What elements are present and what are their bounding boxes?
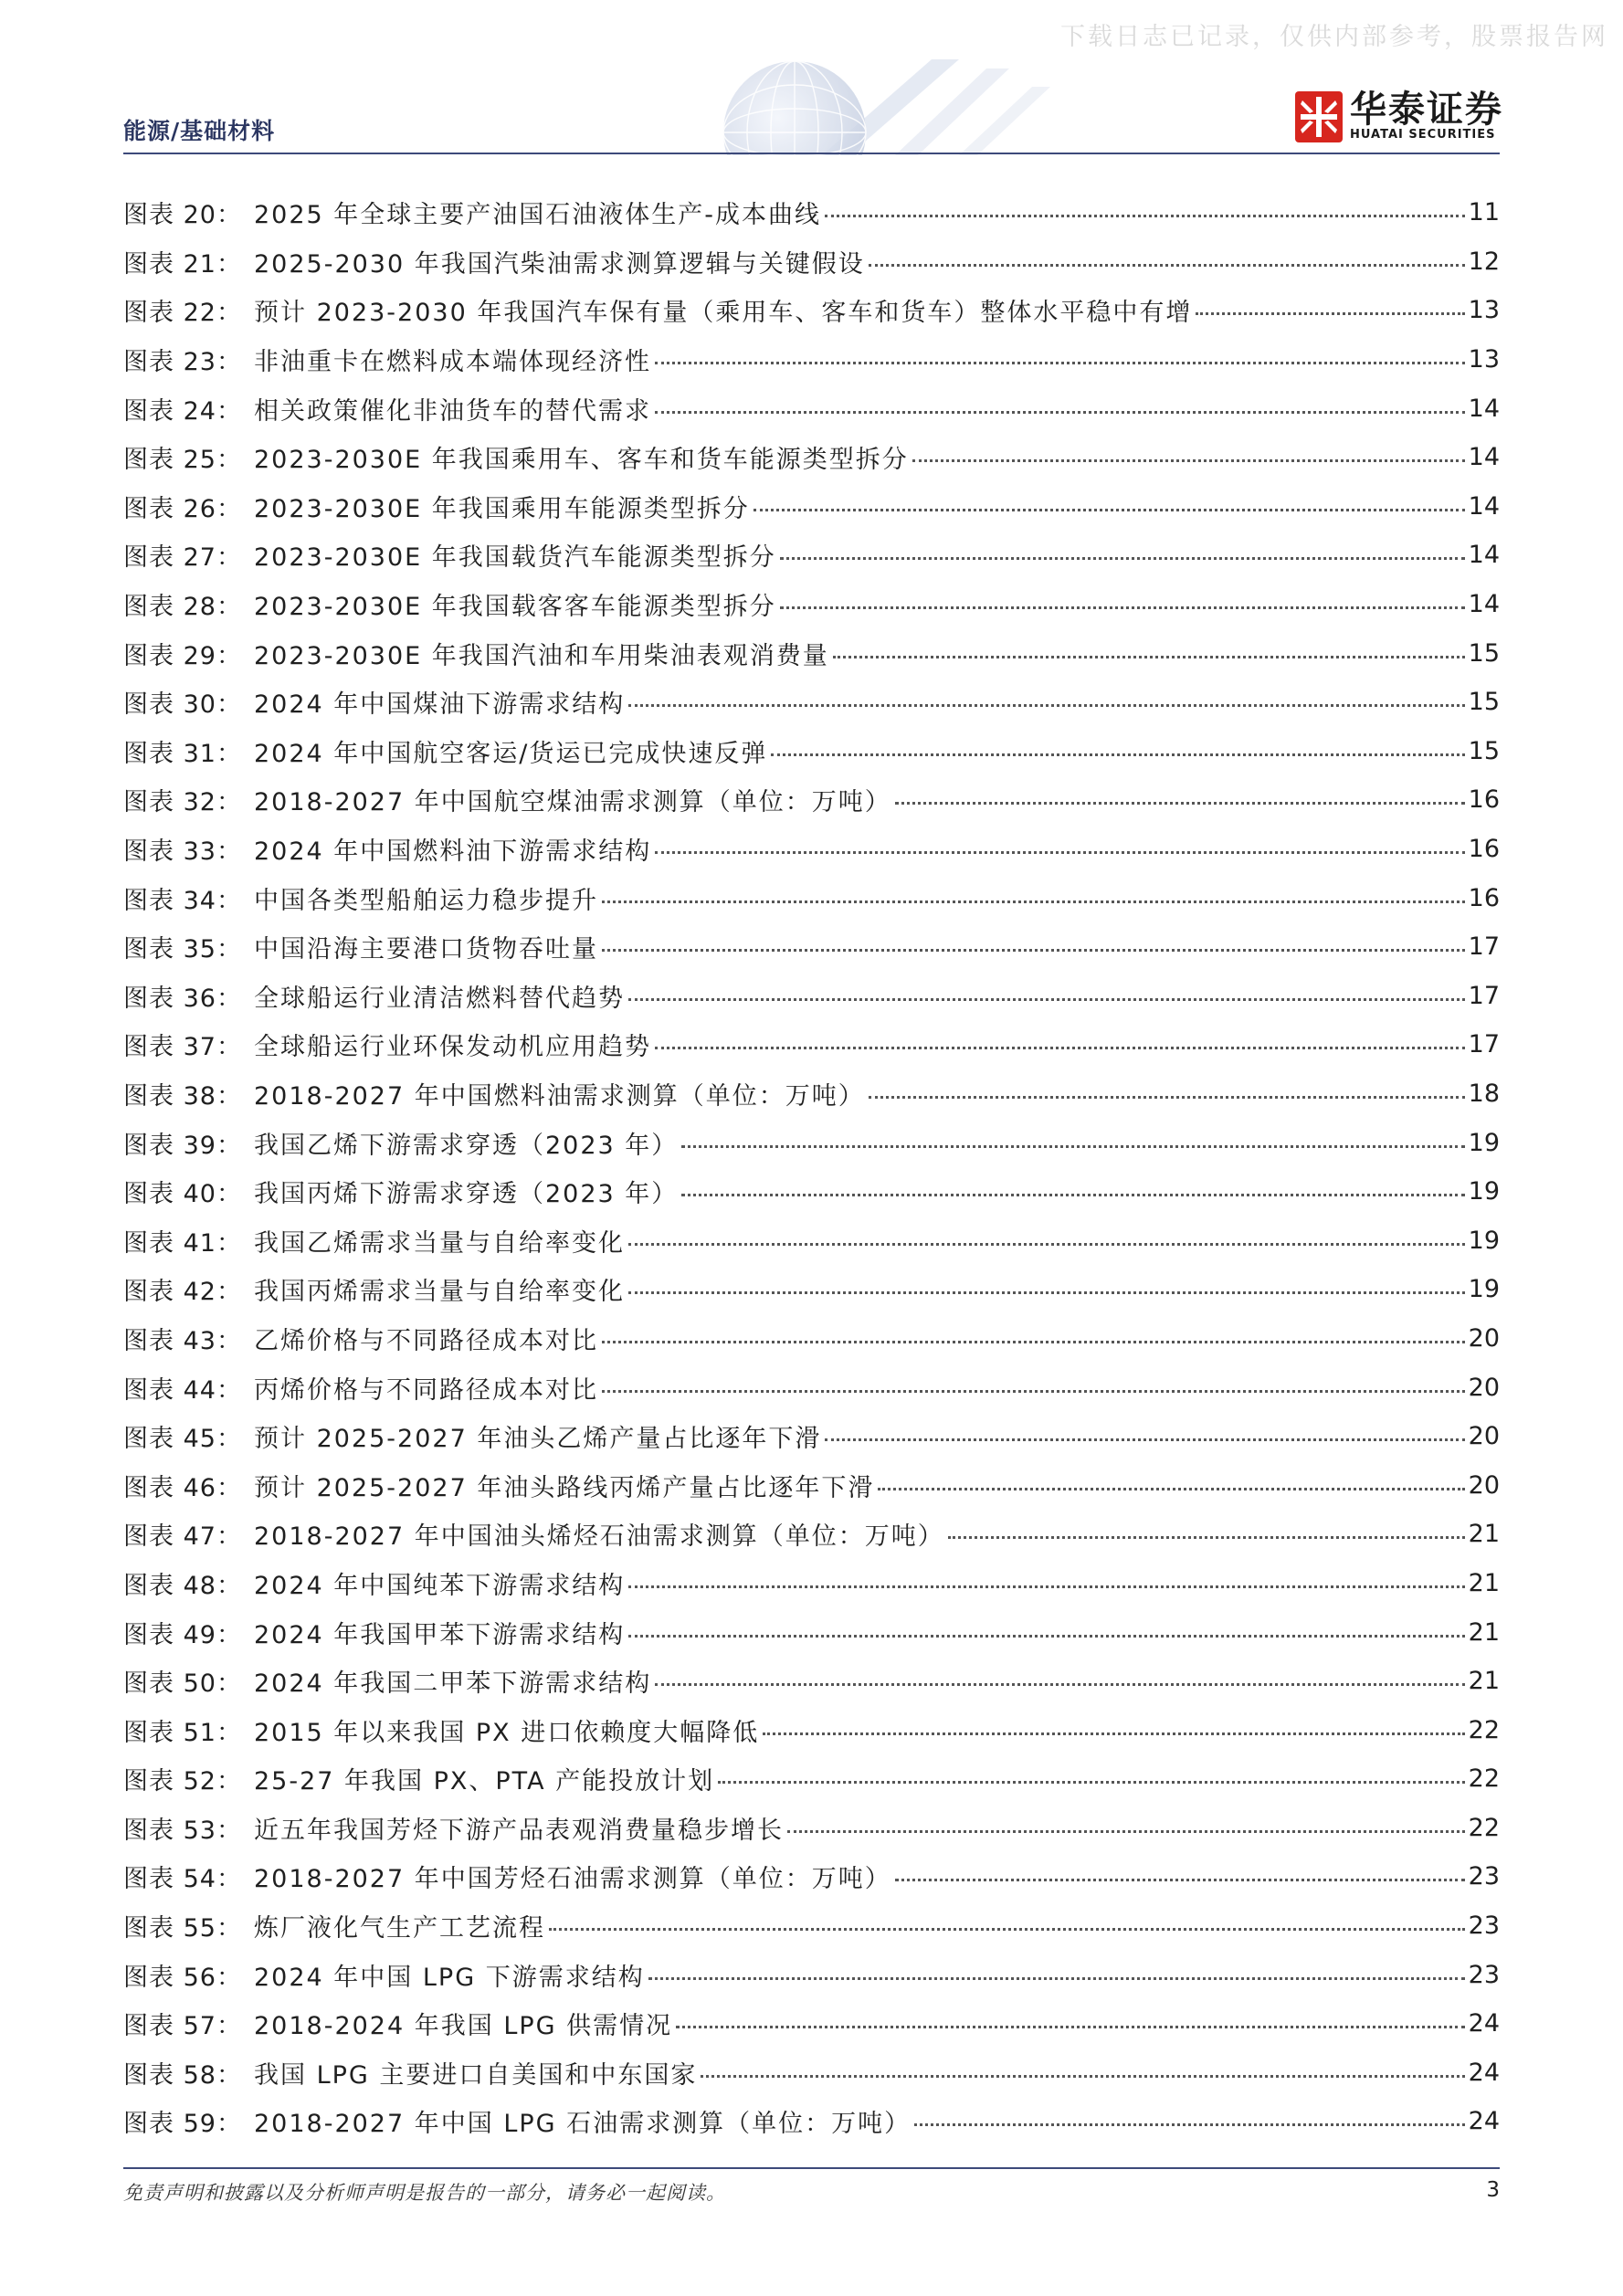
toc-row[interactable] <box>123 1069 1500 1119</box>
toc-row[interactable] <box>123 873 1500 922</box>
toc-figure-label: 图表 24： <box>123 396 242 426</box>
toc-dot-leader <box>676 2007 1464 2028</box>
toc-page-number: 21 <box>1468 1520 1500 1549</box>
toc-figure-label: 图表 47： <box>123 1522 242 1552</box>
toc-figure-label: 图表 25： <box>123 446 242 475</box>
toc-page-number: 24 <box>1468 2107 1500 2136</box>
toc-page-number: 22 <box>1468 1813 1500 1842</box>
toc-figure-title: 全球船运行业环保发动机应用趋势 <box>254 1033 651 1062</box>
toc-dot-leader <box>655 833 1464 854</box>
huatai-logo-icon <box>1295 91 1343 142</box>
toc-figure-title: 中国沿海主要港口货物吞吐量 <box>254 935 598 964</box>
toc-row[interactable] <box>123 1363 1500 1412</box>
toc-page-number: 11 <box>1468 198 1500 227</box>
toc-figure-title: 丙烯价格与不同路径成本对比 <box>254 1375 598 1405</box>
toc-row[interactable] <box>123 1314 1500 1364</box>
toc-figure-title: 2024 年中国纯苯下游需求结构 <box>254 1571 626 1600</box>
toc-row[interactable] <box>123 1607 1500 1657</box>
toc-page-number: 21 <box>1468 1667 1500 1696</box>
toc-page-number: 20 <box>1468 1323 1500 1353</box>
toc-dot-leader <box>681 1127 1464 1148</box>
toc-dot-leader <box>825 1420 1464 1441</box>
company-logo <box>1295 91 1503 142</box>
toc-figure-label: 图表 58： <box>123 2060 242 2090</box>
section-label: 能源/基础材料 <box>123 118 276 144</box>
toc-row[interactable] <box>123 384 1500 433</box>
page-number: 3 <box>1486 2178 1500 2202</box>
toc-figure-title: 预计 2023-2030 年我国汽车保有量（乘用车、客车和货车）整体水平稳中有增 <box>254 299 1193 328</box>
toc-page-number: 19 <box>1468 1128 1500 1157</box>
footer-disclaimer: 免责声明和披露以及分析师声明是报告的一部分，请务必一起阅读。 <box>123 2182 726 2204</box>
toc-row[interactable] <box>123 972 1500 1021</box>
toc-dot-leader <box>628 1567 1464 1588</box>
toc-row[interactable] <box>123 1754 1500 1804</box>
toc-dot-leader <box>628 980 1465 1001</box>
toc-figure-label: 图表 29： <box>123 641 242 670</box>
toc-figure-label: 图表 45： <box>123 1425 242 1454</box>
toc-dot-leader <box>763 1714 1464 1735</box>
toc-row[interactable] <box>123 1559 1500 1608</box>
toc-dot-leader <box>895 1860 1465 1881</box>
toc-row[interactable] <box>123 1999 1500 2048</box>
toc-figure-title: 2024 年中国 LPG 下游需求结构 <box>254 1963 645 1992</box>
toc-figure-title: 相关政策催化非油货车的替代需求 <box>254 396 651 426</box>
toc-dot-leader <box>912 441 1465 462</box>
toc-dot-leader <box>602 1322 1465 1343</box>
toc-figure-label: 图表 34： <box>123 886 242 915</box>
toc-figure-title: 我国乙烯需求当量与自给率变化 <box>254 1228 625 1258</box>
toc-dot-leader <box>648 1959 1465 1980</box>
toc-page-number: 23 <box>1468 1960 1500 1989</box>
toc-figure-title: 2023-2030E 年我国乘用车、客车和货车能源类型拆分 <box>254 446 909 475</box>
toc-figure-title: 2023-2030E 年我国汽油和车用柴油表观消费量 <box>254 641 829 670</box>
toc-figure-label: 图表 37： <box>123 1033 242 1062</box>
toc-row[interactable] <box>123 1167 1500 1216</box>
toc-row[interactable] <box>123 1804 1500 1853</box>
toc-page-number: 19 <box>1468 1275 1500 1304</box>
toc-figure-title: 2018-2027 年中国芳烃石油需求测算（单位：万吨） <box>254 1865 891 1894</box>
toc-figure-title: 2015 年以来我国 PX 进口依赖度大幅降低 <box>254 1718 760 1747</box>
toc-page-number: 22 <box>1468 1715 1500 1744</box>
toc-figure-label: 图表 59： <box>123 2110 242 2139</box>
toc-row[interactable] <box>123 433 1500 482</box>
toc-figure-title: 预计 2025-2027 年油头乙烯产量占比逐年下滑 <box>254 1425 822 1454</box>
toc-dot-leader <box>549 1910 1465 1931</box>
toc-figure-label: 图表 44： <box>123 1375 242 1405</box>
toc-page-number: 17 <box>1468 981 1500 1010</box>
toc-figure-title: 预计 2025-2027 年油头路线丙烯产量占比逐年下滑 <box>254 1473 875 1502</box>
toc-dot-leader <box>628 1225 1465 1246</box>
toc-figure-title: 非油重卡在燃料成本端体现经济性 <box>254 348 651 377</box>
toc-dot-leader <box>655 1028 1465 1049</box>
toc-dot-leader <box>780 588 1465 609</box>
toc-page-number: 21 <box>1468 1617 1500 1647</box>
toc-row[interactable] <box>123 237 1500 287</box>
toc-figure-title: 我国 LPG 主要进口自美国和中东国家 <box>254 2060 698 2090</box>
figure-list <box>123 188 1500 2146</box>
toc-row[interactable] <box>123 775 1500 825</box>
toc-row[interactable] <box>123 2048 1500 2098</box>
toc-page-number: 14 <box>1468 443 1500 472</box>
toc-figure-label: 图表 27： <box>123 543 242 573</box>
toc-dot-leader <box>602 882 1465 903</box>
toc-page-number: 14 <box>1468 590 1500 619</box>
toc-figure-title: 炼厂液化气生产工艺流程 <box>254 1914 545 1943</box>
toc-dot-leader <box>780 539 1465 560</box>
toc-figure-label: 图表 49： <box>123 1620 242 1649</box>
toc-row[interactable] <box>123 482 1500 532</box>
toc-row[interactable] <box>123 335 1500 384</box>
toc-figure-title: 2024 年中国航空客运/货运已完成快速反弹 <box>254 739 768 768</box>
toc-figure-label: 图表 20： <box>123 201 242 230</box>
toc-dot-leader <box>948 1518 1465 1539</box>
toc-row[interactable] <box>123 1265 1500 1314</box>
toc-dot-leader <box>914 2105 1464 2126</box>
toc-page-number: 23 <box>1468 1912 1500 1941</box>
toc-figure-label: 图表 52： <box>123 1767 242 1796</box>
toc-dot-leader <box>895 784 1465 805</box>
toc-row[interactable] <box>123 727 1500 776</box>
toc-page-number: 14 <box>1468 491 1500 521</box>
toc-figure-title: 2018-2024 年我国 LPG 供需情况 <box>254 2012 673 2041</box>
toc-figure-title: 2018-2027 年中国油头烯烃石油需求测算（单位：万吨） <box>254 1522 944 1552</box>
toc-figure-title: 2023-2030E 年我国载客客车能源类型拆分 <box>254 593 776 622</box>
toc-row[interactable] <box>123 1852 1500 1901</box>
toc-dot-leader <box>718 1763 1465 1784</box>
toc-figure-label: 图表 21： <box>123 249 242 279</box>
toc-page-number: 14 <box>1468 541 1500 570</box>
toc-page-number: 23 <box>1468 1862 1500 1891</box>
toc-dot-leader <box>681 1175 1464 1196</box>
toc-figure-label: 图表 39： <box>123 1131 242 1160</box>
watermark-text: 下载日志已记录，仅供内部参考，股票报告网 <box>1060 23 1608 51</box>
toc-dot-leader <box>628 686 1464 707</box>
toc-figure-label: 图表 53： <box>123 1816 242 1845</box>
toc-page-number: 13 <box>1468 345 1500 374</box>
toc-figure-label: 图表 51： <box>123 1718 242 1747</box>
toc-figure-label: 图表 46： <box>123 1473 242 1502</box>
toc-dot-leader <box>1196 294 1464 315</box>
toc-dot-leader <box>655 343 1465 364</box>
toc-page-number: 15 <box>1468 638 1500 668</box>
toc-figure-title: 中国各类型船舶运力稳步提升 <box>254 886 598 915</box>
toc-figure-label: 图表 31： <box>123 739 242 768</box>
toc-page-number: 24 <box>1468 2058 1500 2087</box>
toc-figure-label: 图表 28： <box>123 593 242 622</box>
toc-figure-label: 图表 55： <box>123 1914 242 1943</box>
toc-page-number: 16 <box>1468 835 1500 864</box>
toc-figure-title: 2025 年全球主要产油国石油液体生产-成本曲线 <box>254 201 822 230</box>
toc-dot-leader <box>878 1469 1464 1490</box>
toc-dot-leader <box>655 1665 1464 1686</box>
toc-figure-label: 图表 32： <box>123 788 242 817</box>
toc-row[interactable] <box>123 1901 1500 1951</box>
toc-figure-title: 我国丙烯需求当量与自给率变化 <box>254 1278 625 1307</box>
toc-page-number: 24 <box>1468 2009 1500 2038</box>
toc-dot-leader <box>869 1078 1465 1099</box>
toc-figure-label: 图表 54： <box>123 1865 242 1894</box>
toc-dot-leader <box>628 1273 1465 1294</box>
toc-page-number: 20 <box>1468 1422 1500 1451</box>
toc-dot-leader <box>825 196 1465 217</box>
toc-figure-title: 2023-2030E 年我国乘用车能源类型拆分 <box>254 494 750 523</box>
toc-page-number: 13 <box>1468 296 1500 325</box>
toc-page-number: 12 <box>1468 247 1500 276</box>
logo-name-en: HUATAI SECURITIES <box>1350 128 1496 142</box>
footer-divider <box>123 2167 1500 2169</box>
toc-figure-label: 图表 50： <box>123 1669 242 1699</box>
toc-dot-leader <box>833 637 1465 658</box>
toc-figure-label: 图表 30： <box>123 690 242 720</box>
toc-row[interactable] <box>123 678 1500 727</box>
toc-dot-leader <box>602 1372 1465 1393</box>
logo-name-cn: 华泰证券 <box>1350 89 1503 131</box>
toc-figure-label: 图表 56： <box>123 1963 242 1992</box>
toc-page-number: 22 <box>1468 1764 1500 1794</box>
toc-row[interactable] <box>123 922 1500 972</box>
toc-figure-title: 25-27 年我国 PX、PTA 产能投放计划 <box>254 1767 715 1796</box>
toc-dot-leader <box>869 246 1465 267</box>
toc-figure-label: 图表 41： <box>123 1228 242 1258</box>
header-divider <box>123 153 1500 154</box>
toc-figure-label: 图表 38： <box>123 1081 242 1111</box>
toc-figure-title: 2024 年我国甲苯下游需求结构 <box>254 1620 626 1649</box>
toc-figure-title: 2024 年中国燃料油下游需求结构 <box>254 837 652 867</box>
toc-dot-leader <box>628 1617 1464 1638</box>
toc-figure-title: 乙烯价格与不同路径成本对比 <box>254 1326 598 1355</box>
toc-dot-leader <box>771 735 1464 756</box>
toc-row[interactable] <box>123 1510 1500 1559</box>
toc-page-number: 20 <box>1468 1470 1500 1500</box>
toc-row[interactable] <box>123 1020 1500 1069</box>
toc-page-number: 16 <box>1468 785 1500 815</box>
toc-page-number: 17 <box>1468 1030 1500 1059</box>
toc-row[interactable] <box>123 1950 1500 1999</box>
toc-row[interactable] <box>123 1705 1500 1754</box>
toc-figure-title: 我国乙烯下游需求穿透（2023 年） <box>254 1131 679 1160</box>
toc-row[interactable] <box>123 1216 1500 1265</box>
globe-decoration-icon <box>658 50 1078 155</box>
toc-figure-label: 图表 36： <box>123 984 242 1013</box>
toc-row[interactable] <box>123 1657 1500 1706</box>
toc-dot-leader <box>787 1812 1465 1833</box>
toc-page-number: 15 <box>1468 736 1500 765</box>
toc-figure-title: 2018-2027 年中国 LPG 石油需求测算（单位：万吨） <box>254 2110 912 2139</box>
toc-figure-label: 图表 26： <box>123 494 242 523</box>
toc-row[interactable] <box>123 531 1500 580</box>
toc-row[interactable] <box>123 188 1500 237</box>
toc-row[interactable] <box>123 1412 1500 1461</box>
toc-figure-title: 2023-2030E 年我国载货汽车能源类型拆分 <box>254 543 776 573</box>
toc-row[interactable] <box>123 1118 1500 1167</box>
toc-page-number: 16 <box>1468 883 1500 912</box>
toc-figure-title: 2018-2027 年中国燃料油需求测算（单位：万吨） <box>254 1081 865 1111</box>
toc-figure-label: 图表 43： <box>123 1326 242 1355</box>
toc-figure-title: 2018-2027 年中国航空煤油需求测算（单位：万吨） <box>254 788 891 817</box>
toc-figure-title: 2024 年中国煤油下游需求结构 <box>254 690 626 720</box>
toc-page-number: 19 <box>1468 1177 1500 1206</box>
toc-page-number: 19 <box>1468 1226 1500 1255</box>
toc-figure-title: 2025-2030 年我国汽柴油需求测算逻辑与关键假设 <box>254 249 865 279</box>
toc-page-number: 18 <box>1468 1079 1500 1108</box>
toc-figure-title: 全球船运行业清洁燃料替代趋势 <box>254 984 625 1013</box>
toc-figure-label: 图表 35： <box>123 935 242 964</box>
toc-dot-leader <box>655 393 1465 414</box>
toc-row[interactable] <box>123 286 1500 335</box>
toc-dot-leader <box>701 2057 1464 2078</box>
toc-figure-label: 图表 22： <box>123 299 242 328</box>
toc-row[interactable] <box>123 1460 1500 1510</box>
toc-row[interactable] <box>123 628 1500 678</box>
toc-figure-label: 图表 57： <box>123 2012 242 2041</box>
toc-figure-title: 近五年我国芳烃下游产品表观消费量稳步增长 <box>254 1816 784 1845</box>
toc-row[interactable] <box>123 2097 1500 2146</box>
toc-row[interactable] <box>123 580 1500 629</box>
toc-figure-title: 2024 年我国二甲苯下游需求结构 <box>254 1669 652 1699</box>
toc-page-number: 17 <box>1468 932 1500 962</box>
toc-page-number: 21 <box>1468 1568 1500 1597</box>
toc-row[interactable] <box>123 825 1500 874</box>
toc-dot-leader <box>602 931 1465 952</box>
toc-figure-label: 图表 48： <box>123 1571 242 1600</box>
toc-dot-leader <box>754 490 1465 511</box>
toc-figure-label: 图表 33： <box>123 837 242 867</box>
toc-figure-label: 图表 40： <box>123 1180 242 1209</box>
toc-page-number: 20 <box>1468 1373 1500 1402</box>
toc-figure-title: 我国丙烯下游需求穿透（2023 年） <box>254 1180 679 1209</box>
toc-page-number: 14 <box>1468 394 1500 423</box>
toc-page-number: 15 <box>1468 688 1500 717</box>
toc-figure-label: 图表 42： <box>123 1278 242 1307</box>
toc-figure-label: 图表 23： <box>123 348 242 377</box>
